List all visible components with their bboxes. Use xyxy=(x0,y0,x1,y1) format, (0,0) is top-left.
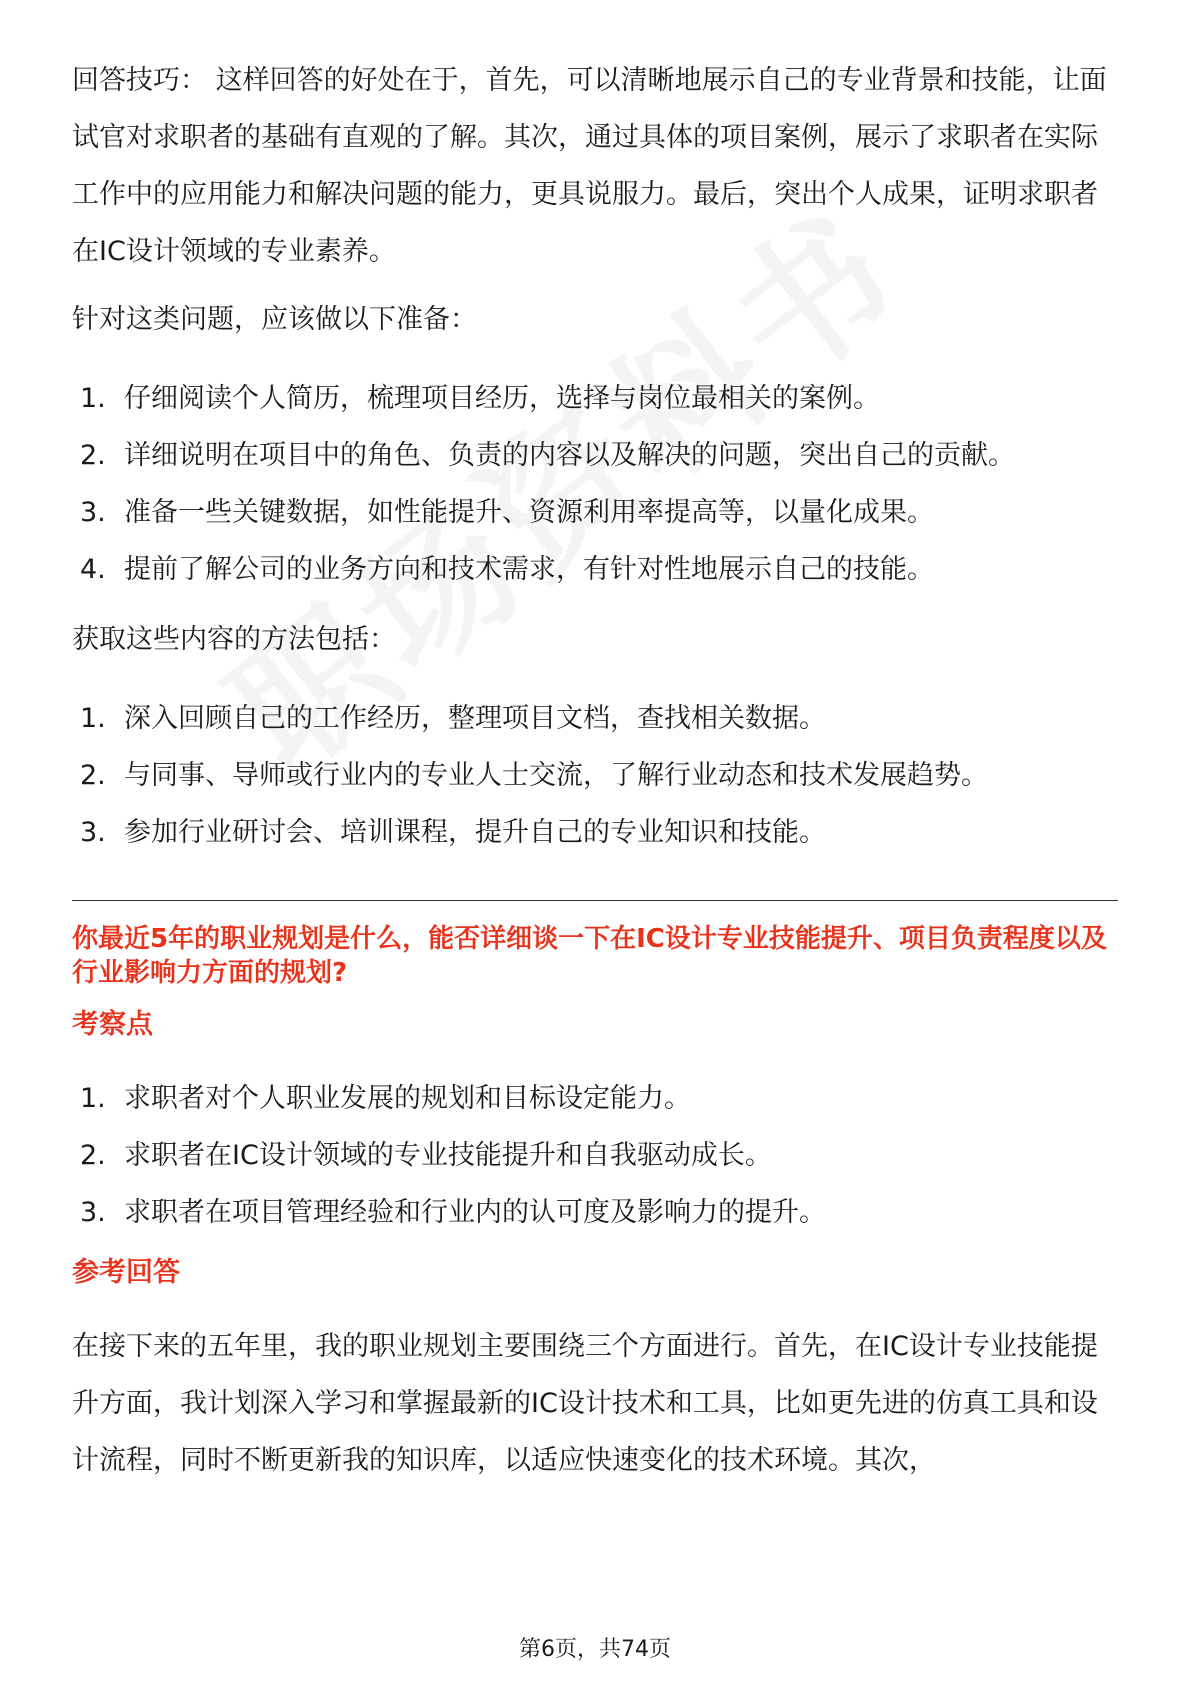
list-item: 3. 准备一些关键数据，如性能提升、资源利用率提高等，以量化成果。 xyxy=(80,497,934,528)
methods-heading: 获取这些内容的方法包括： xyxy=(72,624,396,655)
prep-list xyxy=(80,370,1120,598)
list-item: 3. 参加行业研讨会、培训课程，提升自己的专业知识和技能。 xyxy=(80,817,826,848)
question-heading: 你最近5年的职业规划是什么，能否详细谈一下在IC设计专业技能提升、项目负责程度以及行业影响力方面的规划? xyxy=(72,924,1107,988)
list-item: 2. 详细说明在项目中的角色、负责的内容以及解决的问题，突出自己的贡献。 xyxy=(80,440,1015,471)
page-footer: 第6页，共74页 xyxy=(519,1637,671,1662)
list-item: 4. 提前了解公司的业务方向和技术需求，有针对性地展示自己的技能。 xyxy=(80,554,934,585)
focus-list xyxy=(80,1070,1120,1241)
answer-label: 参考回答 xyxy=(72,1257,180,1288)
answer-paragraph: 在接下来的五年里，我的职业规划主要围绕三个方面进行。首先，在IC设计专业技能提升方面，我计划深入学习和掌握最新的IC设计技术和工具，比如更先进的仿真工具和设计流程，同时不断更新我的知识库，以适应快速变化的技术环境。其次， xyxy=(72,1331,1098,1476)
list-item: 2. 求职者在IC设计领域的专业技能提升和自我驱动成长。 xyxy=(80,1140,772,1171)
methods-list xyxy=(80,690,1120,861)
section-divider xyxy=(72,900,1118,901)
list-item: 1. 求职者对个人职业发展的规划和目标设定能力。 xyxy=(80,1083,691,1114)
list-item: 3. 求职者在项目管理经验和行业内的认可度及影响力的提升。 xyxy=(80,1197,826,1228)
list-item: 1. 仔细阅读个人简历，梳理项目经历，选择与岗位最相关的案例。 xyxy=(80,383,880,414)
list-item: 2. 与同事、导师或行业内的专业人士交流，了解行业动态和技术发展趋势。 xyxy=(80,760,988,791)
intro-paragraph: 回答技巧： 这样回答的好处在于，首先，可以清晰地展示自己的专业背景和技能，让面试官对求职者的基础有直观的了解。其次，通过具体的项目案例，展示了求职者在实际工作中的应用能力和解决问题的能力，更具说服力。最后，突出个人成果，证明求职者在IC设计领域的专业素养。 xyxy=(72,65,1107,267)
focus-label: 考察点 xyxy=(72,1009,153,1040)
prep-heading: 针对这类问题，应该做以下准备： xyxy=(72,304,477,335)
list-item: 1. 深入回顾自己的工作经历，整理项目文档，查找相关数据。 xyxy=(80,703,826,734)
